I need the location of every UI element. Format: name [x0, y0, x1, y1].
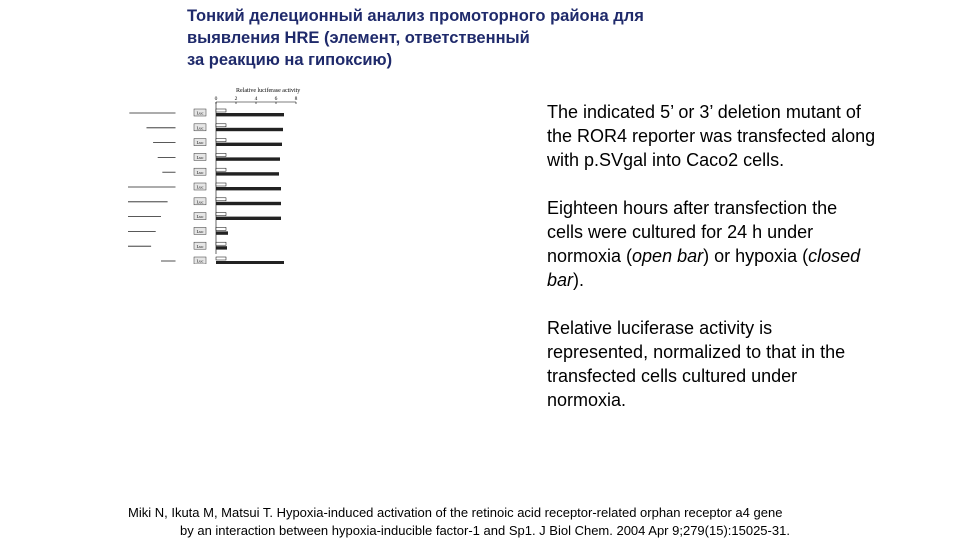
luc-label: Luc: [196, 229, 204, 234]
title-line: за реакцию на гипоксию): [187, 51, 393, 69]
hypoxia-bar: [216, 202, 281, 205]
emphasis-closed-bar: closed bar: [547, 246, 861, 290]
luc-label: Luc: [196, 243, 204, 249]
paragraph-conditions: [547, 196, 877, 292]
normoxia-bar: [216, 168, 226, 171]
luc-label: Luc: [196, 214, 204, 220]
citation-line-2: by an interaction between hypoxia-inducible factor-1 and Sp1. J Biol Chem. 2004 Apr 9;279(15):15025-31.: [180, 523, 790, 538]
citation-line-1: Miki N, Ikuta M, Matsui T. Hypoxia-induced activation of the retinoic acid receptor-related orphan receptor a4 gene: [128, 505, 783, 520]
hypoxia-bar: [216, 143, 282, 146]
description-text: [547, 100, 877, 436]
normoxia-bar: [216, 109, 226, 112]
luc-label: Luc: [196, 199, 204, 205]
normoxia-bar: [216, 257, 226, 260]
slide-title: [187, 5, 807, 71]
luc-label: Luc: [196, 140, 204, 146]
chart-title: Relative luciferase activity: [236, 88, 301, 94]
bar-group: [216, 109, 284, 264]
normoxia-bar: [216, 227, 226, 230]
construct-diagrams: [128, 109, 206, 264]
normoxia-bar: [216, 183, 226, 186]
luc-label: Luc: [196, 169, 204, 175]
emphasis-open-bar: open bar: [632, 246, 704, 266]
citation: [128, 504, 888, 540]
hypoxia-bar: [216, 187, 281, 190]
hypoxia-bar: [216, 172, 279, 175]
x-tick-label: 8: [294, 96, 298, 102]
normoxia-bar: [216, 153, 226, 156]
hypoxia-bar: [216, 217, 281, 220]
paragraph-normalization: Relative luciferase activity is represented, normalized to that in the transfected cells cultured under normoxia.: [547, 318, 846, 410]
x-tick-label: 4: [254, 96, 258, 102]
luc-label: Luc: [196, 184, 204, 190]
hypoxia-bar: [216, 261, 284, 264]
hypoxia-bar: [216, 128, 283, 131]
title-line: Тонкий делеционный анализ промоторного района для: [187, 7, 644, 25]
paragraph-constructs: The indicated 5’ or 3’ deletion mutant of the ROR4 reporter was transfected along with p.SVgal into Caco2 cells.: [547, 102, 876, 170]
x-tick-label: 6: [274, 96, 278, 102]
text-span: Eighteen hours after transfection the cells were cultured for 24 h under normoxia (: [547, 198, 838, 266]
x-tick-label: 2: [234, 96, 238, 102]
luc-label: Luc: [196, 258, 204, 264]
normoxia-bar: [216, 242, 226, 245]
normoxia-bar: [216, 198, 226, 201]
x-tick-label: 0: [214, 96, 218, 102]
normoxia-bar: [216, 124, 226, 127]
hypoxia-bar: [216, 231, 228, 234]
normoxia-bar: [216, 213, 226, 216]
luc-label: Luc: [196, 125, 204, 131]
luc-label: Luc: [196, 155, 204, 160]
normoxia-bar: [216, 139, 226, 142]
text-span: ) or hypoxia (: [703, 246, 809, 266]
hypoxia-bar: [216, 113, 284, 116]
luc-label: Luc: [196, 110, 204, 116]
hypoxia-bar: [216, 246, 227, 249]
hypoxia-bar: [216, 157, 280, 160]
title-line: выявления HRE (элемент, ответственный: [187, 29, 530, 47]
text-span: ).: [573, 270, 585, 290]
deletion-analysis-figure: [118, 84, 308, 264]
